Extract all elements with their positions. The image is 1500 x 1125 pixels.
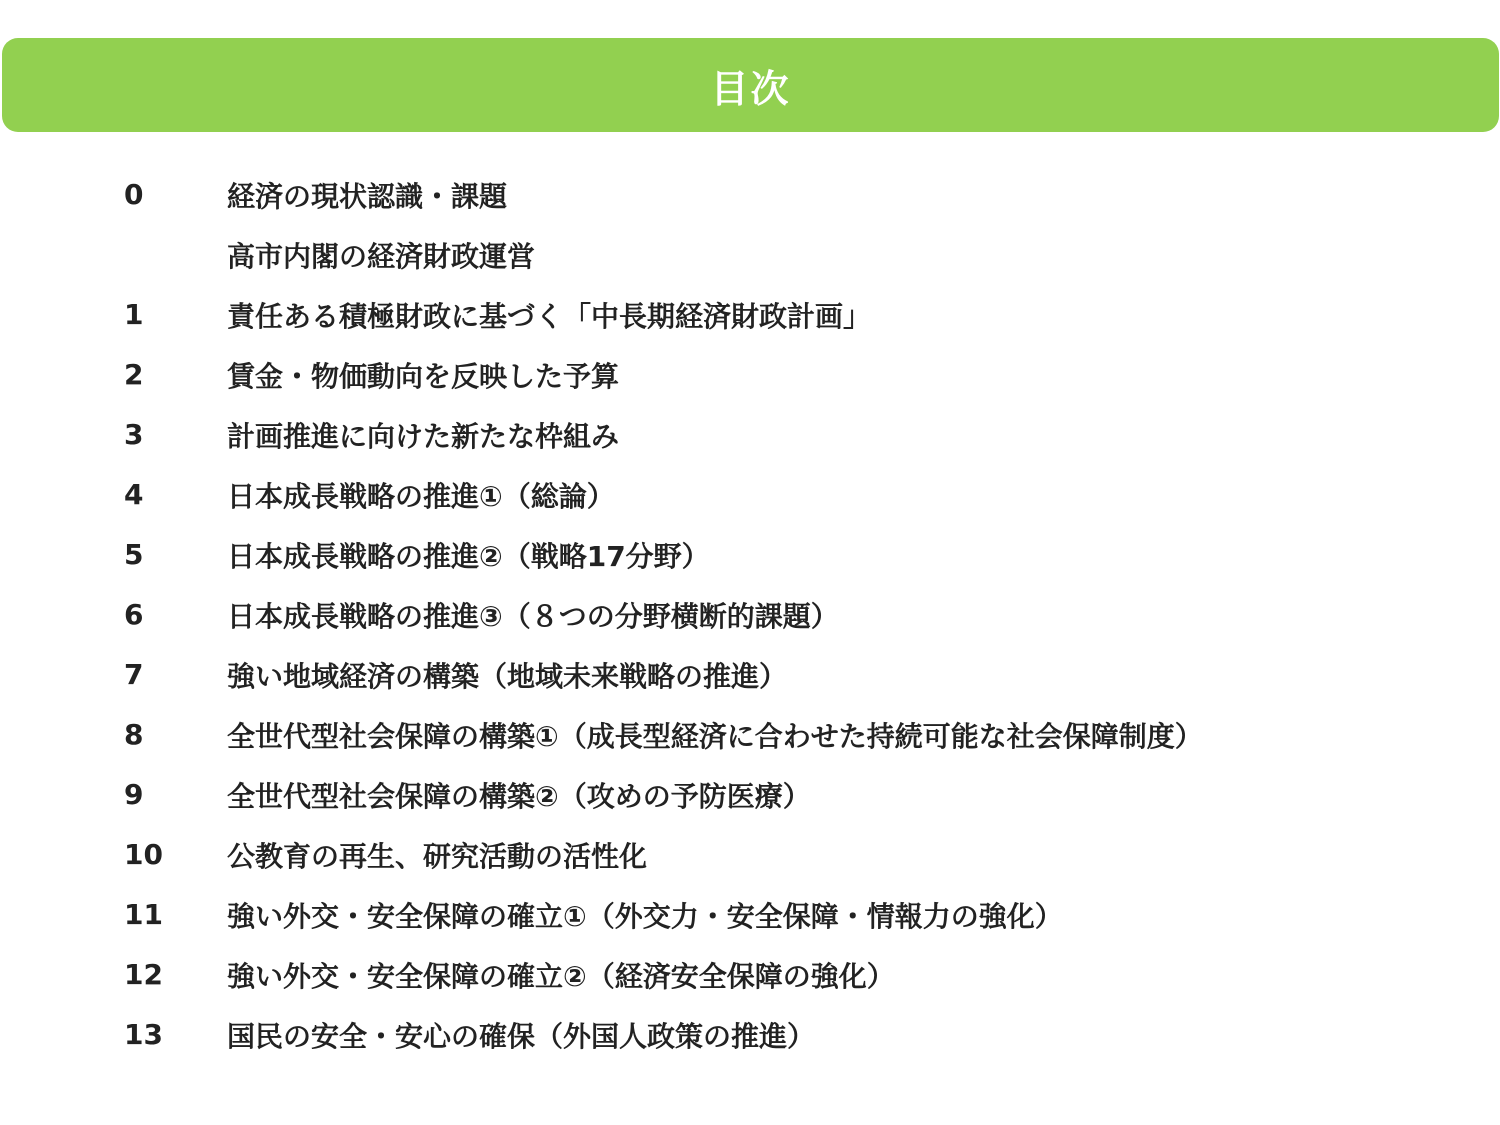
toc-item[interactable] xyxy=(0,765,1500,825)
toc-item[interactable] xyxy=(0,825,1500,885)
toc-item-number: 0 xyxy=(124,178,144,211)
toc-item-title[interactable]: 公教育の再生、研究活動の活性化 xyxy=(227,840,648,873)
toc-item[interactable] xyxy=(0,405,1500,465)
toc-item-number: 8 xyxy=(124,718,144,751)
toc-item-number: 3 xyxy=(124,418,144,451)
toc-item[interactable] xyxy=(0,585,1500,645)
toc-item-number: 11 xyxy=(124,898,163,931)
toc-item-title[interactable]: 強い外交・安全保障の確立②（経済安全保障の強化） xyxy=(227,960,895,993)
toc-item-number: 10 xyxy=(124,838,163,871)
toc-item-title[interactable]: 計画推進に向けた新たな枠組み xyxy=(227,420,620,453)
toc-item-title[interactable]: 高市内閣の経済財政運営 xyxy=(227,240,536,273)
toc-item-number: 4 xyxy=(124,478,144,511)
toc-item-title[interactable]: 強い地域経済の構築（地域未来戦略の推進） xyxy=(227,660,788,693)
toc-item[interactable] xyxy=(0,645,1500,705)
toc-item[interactable] xyxy=(0,705,1500,765)
toc-item-title[interactable]: 強い外交・安全保障の確立①（外交力・安全保障・情報力の強化） xyxy=(227,900,1063,933)
toc-item-number: 9 xyxy=(124,778,144,811)
toc-item[interactable] xyxy=(0,885,1500,945)
toc-item[interactable] xyxy=(0,285,1500,345)
toc-item[interactable] xyxy=(0,465,1500,525)
toc-item-number: 7 xyxy=(124,658,144,691)
toc-item-number: 2 xyxy=(124,358,144,391)
toc-item-number: 6 xyxy=(124,598,144,631)
toc-item-title[interactable]: 日本成長戦略の推進③（８つの分野横断的課題） xyxy=(227,600,839,633)
toc-item-number: 1 xyxy=(124,298,144,331)
toc-item-title[interactable]: 全世代型社会保障の構築②（攻めの予防医療） xyxy=(227,780,811,813)
toc-item-title[interactable]: 全世代型社会保障の構築①（成長型経済に合わせた持続可能な社会保障制度） xyxy=(227,720,1203,753)
toc-item[interactable] xyxy=(0,225,1500,285)
toc-item-number: 5 xyxy=(124,538,144,571)
toc-item-number: 12 xyxy=(124,958,163,991)
toc-item[interactable] xyxy=(0,345,1500,405)
toc-item[interactable] xyxy=(0,525,1500,585)
page-title: 目次 xyxy=(710,66,791,111)
toc-item-title[interactable]: 日本成長戦略の推進①（総論） xyxy=(227,480,615,513)
toc-item[interactable] xyxy=(0,945,1500,1005)
toc-item-title[interactable]: 日本成長戦略の推進②（戦略17分野） xyxy=(227,540,710,573)
toc-item[interactable] xyxy=(0,165,1500,225)
header-bar xyxy=(2,38,1499,132)
toc-item-number: 13 xyxy=(124,1018,163,1051)
toc-item-title[interactable]: 経済の現状認識・課題 xyxy=(227,180,508,213)
table-of-contents xyxy=(0,165,1500,1065)
toc-item-title[interactable]: 国民の安全・安心の確保（外国人政策の推進） xyxy=(227,1020,816,1053)
toc-item-title[interactable]: 賃金・物価動向を反映した予算 xyxy=(227,360,620,393)
toc-item[interactable] xyxy=(0,1005,1500,1065)
toc-item-title[interactable]: 責任ある積極財政に基づく「中長期経済財政計画」 xyxy=(227,300,872,333)
